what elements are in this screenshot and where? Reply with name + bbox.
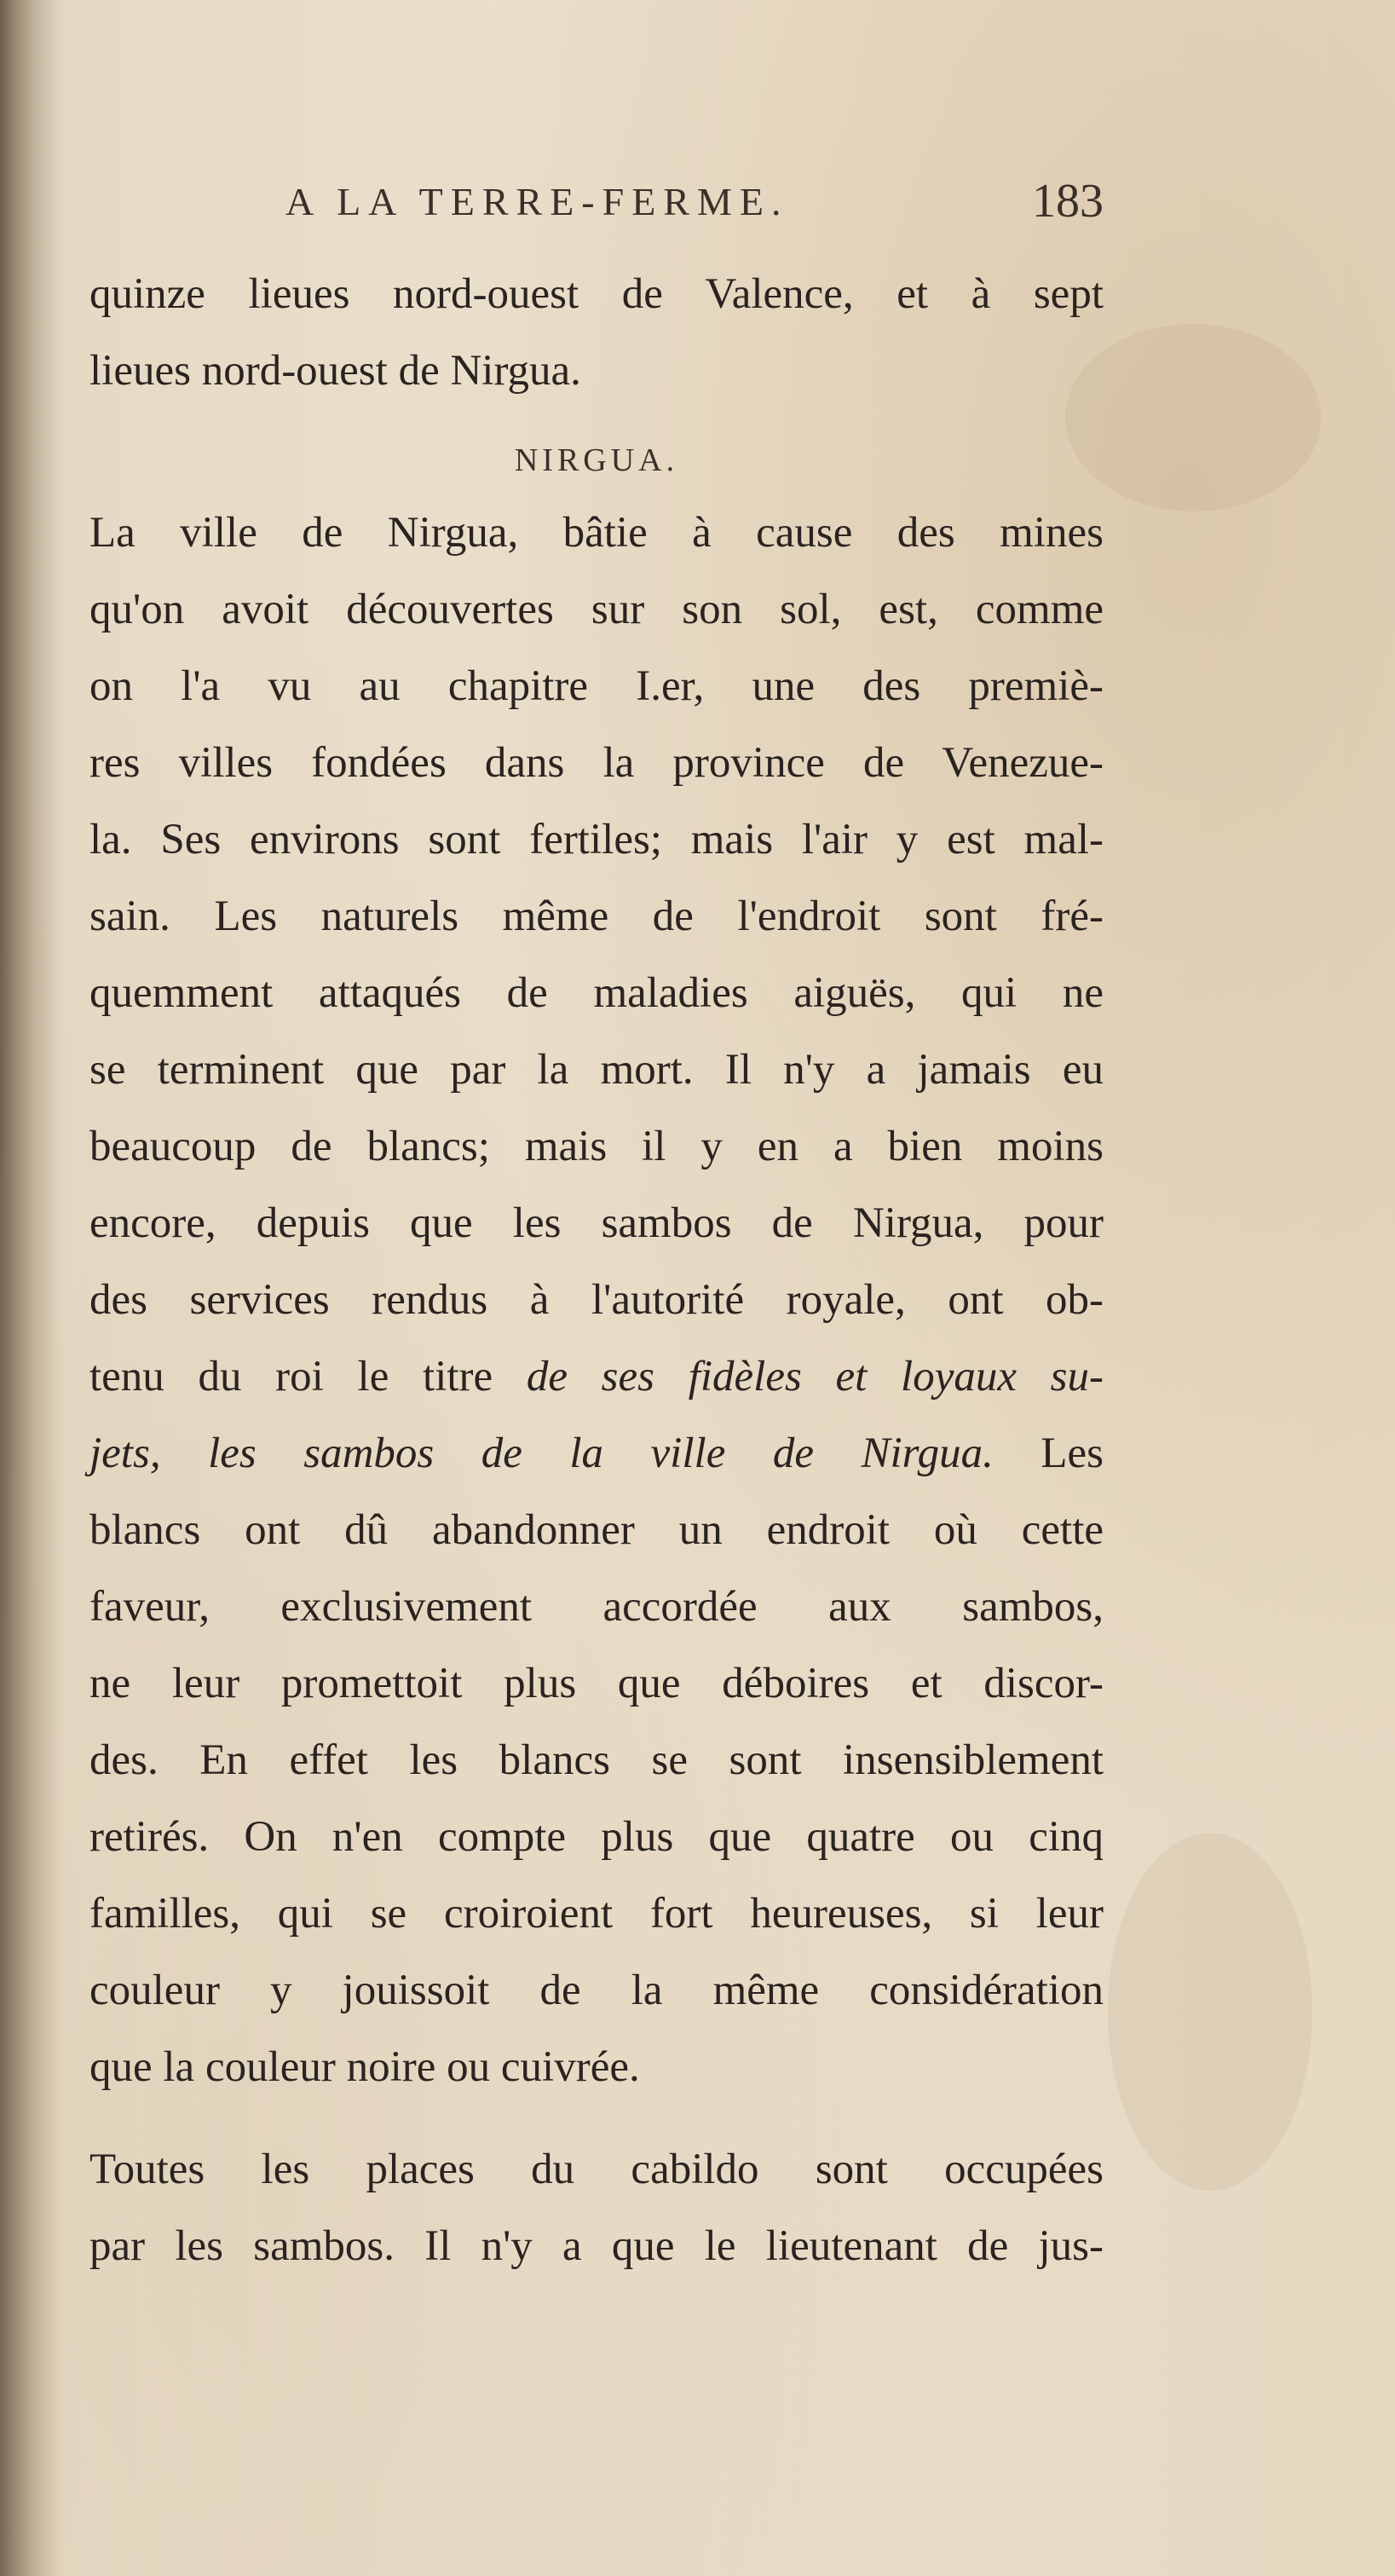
paper-stain xyxy=(1108,1833,1312,2191)
paragraph-gap xyxy=(89,2105,1104,2131)
paragraph xyxy=(89,2131,1104,2284)
text-line xyxy=(89,1338,1104,1415)
paragraph xyxy=(89,494,1104,2105)
text-line: quinze lieues nord-ouest de Valence, et à sept xyxy=(89,270,1104,318)
text-line: beaucoup de blancs; mais il y en a bien moins xyxy=(89,1123,1104,1170)
text-line: res villes fondées dans la province de Venezue- xyxy=(89,739,1104,787)
text-line xyxy=(89,1415,1104,1492)
page-header xyxy=(285,175,1104,239)
page-number: 183 xyxy=(1032,175,1104,228)
italic-text-run: jets, les sambos de la ville de Nirgua. xyxy=(89,1430,994,1477)
running-head: A LA TERRE-FERME. xyxy=(285,180,789,223)
text-line: encore, depuis que les sambos de Nirgua, pour xyxy=(89,1199,1104,1247)
text-line: la. Ses environs sont fertiles; mais l'air y est mal- xyxy=(89,816,1104,863)
text-line: lieues nord-ouest de Nirgua. xyxy=(89,347,581,395)
text-line: ne leur promettoit plus que déboires et discor- xyxy=(89,1660,1104,1707)
text-run: tenu du roi le titre xyxy=(89,1353,527,1401)
text-line: que la couleur noire ou cuivrée. xyxy=(89,2043,640,2091)
text-line: blancs ont dû abandonner un endroit où cette xyxy=(89,1506,1104,1554)
text-run: Les xyxy=(993,1430,1104,1477)
italic-text-run: de ses fidèles et loyaux su- xyxy=(526,1353,1104,1401)
section-heading: NIRGUA. xyxy=(514,442,679,478)
text-line: qu'on avoit découvertes sur son sol, est, comme xyxy=(89,586,1104,633)
text-line: quemment attaqués de maladies aiguës, qui ne xyxy=(89,969,1104,1017)
text-line: couleur y jouissoit de la même considération xyxy=(89,1967,1104,2014)
text-line: Toutes les places du cabildo sont occupées xyxy=(89,2146,1104,2193)
text-line: La ville de Nirgua, bâtie à cause des mines xyxy=(89,509,1104,557)
paper-stain xyxy=(1065,324,1321,511)
text-line: faveur, exclusivement accordée aux sambos, xyxy=(89,1583,1104,1631)
text-line: par les sambos. Il n'y a que le lieutenant de jus- xyxy=(89,2222,1104,2270)
text-line: familles, qui se croiroient fort heureuses, si leur xyxy=(89,1890,1104,1938)
text-line: sain. Les naturels même de l'endroit sont fré- xyxy=(89,892,1104,940)
binding-gutter-shadow xyxy=(0,0,60,2576)
text-line: des. En effet les blancs se sont insensiblement xyxy=(89,1736,1104,1784)
text-line: des services rendus à l'autorité royale, ont ob- xyxy=(89,1276,1104,1324)
text-line: se terminent que par la mort. Il n'y a jamais eu xyxy=(89,1046,1104,1094)
main-text xyxy=(89,256,1104,2284)
text-line: retirés. On n'en compte plus que quatre ou cinq xyxy=(89,1813,1104,1861)
text-line: on l'a vu au chapitre I.er, une des premiè- xyxy=(89,662,1104,710)
